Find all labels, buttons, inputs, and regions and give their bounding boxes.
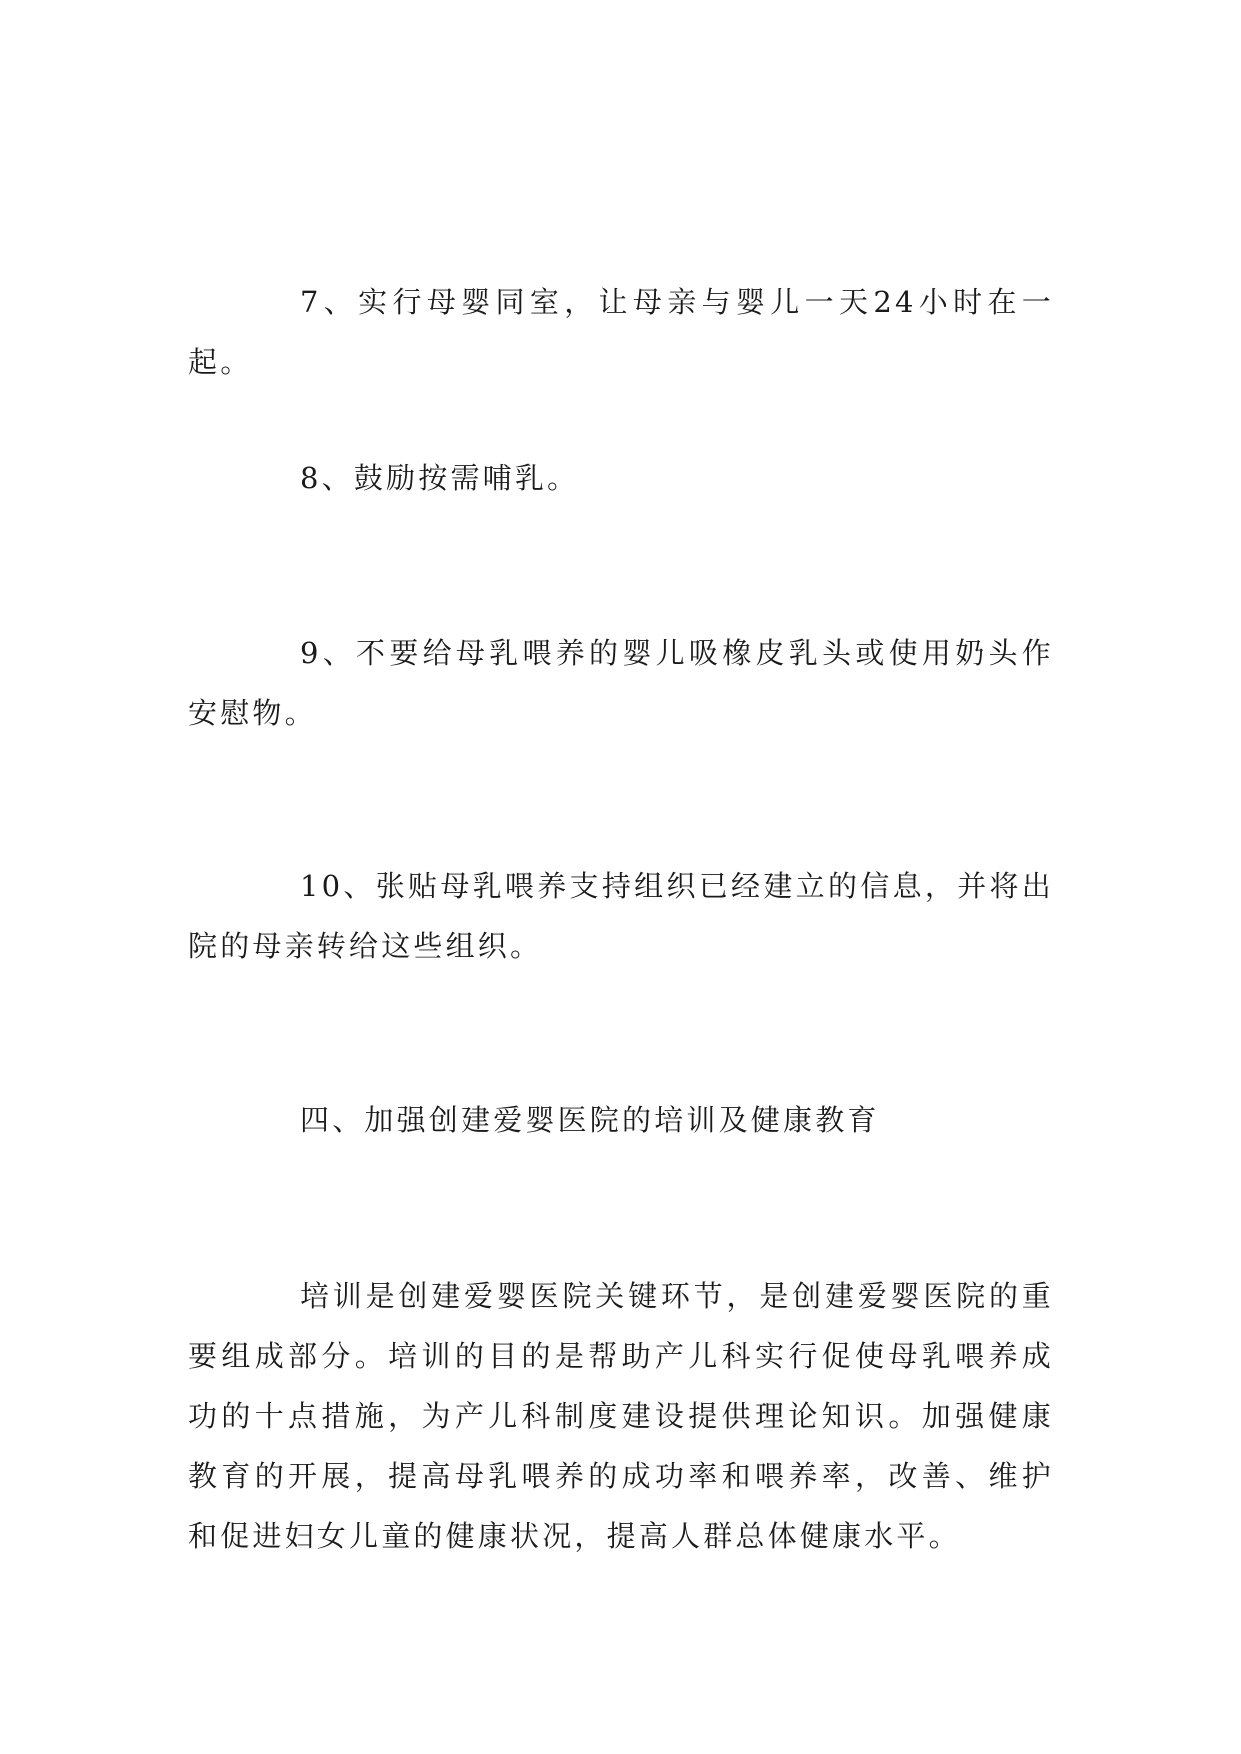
section-heading: 四、加强创建爱婴医院的培训及健康教育 (300, 1103, 880, 1137)
list-item-7: 7、实行母婴同室，让母亲与婴儿一天24小时在一起。 (188, 285, 1054, 379)
list-item-9: 9、不要给母乳喂养的婴儿吸橡皮乳头或使用奶头作安慰物。 (188, 636, 1054, 730)
list-item-10: 10、张贴母乳喂养支持组织已经建立的信息，并将出院的母亲转给这些组织。 (188, 869, 1054, 963)
body-paragraph: 培训是创建爱婴医院关键环节，是创建爱婴医院的重要组成部分。培训的目的是帮助产儿科实行促使母乳喂养成功的十点措施，为产儿科制度建设提供理论知识。加强健康教育的开展，提高母乳喂养的成功率和喂养率，改善、维护和促进妇女儿童的健康状况，提高人群总体健康水平。 (188, 1279, 1054, 1553)
list-item-8: 8、鼓励按需哺乳。 (300, 461, 580, 495)
